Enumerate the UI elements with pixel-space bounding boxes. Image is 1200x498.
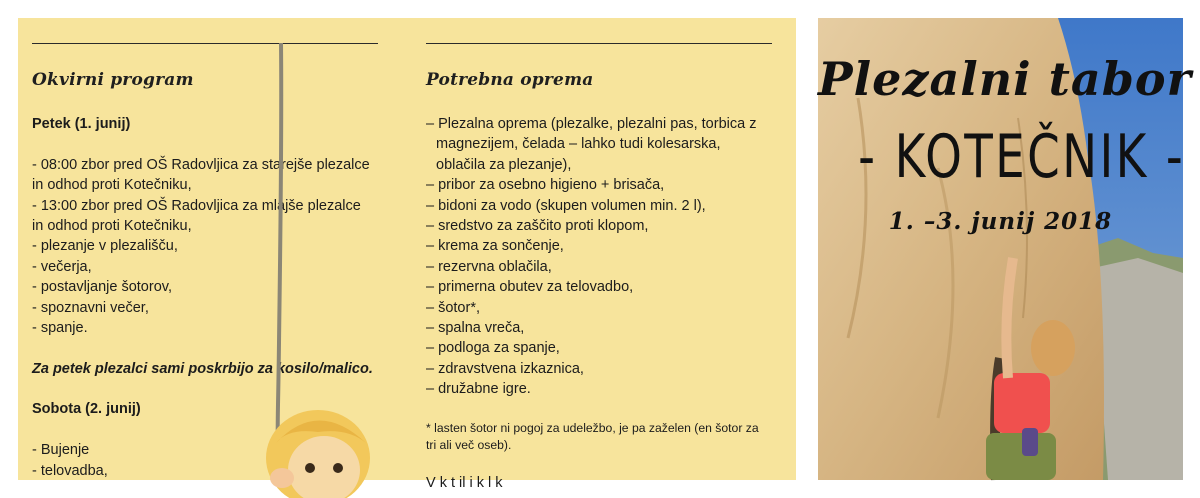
poster-photo [818,18,1192,480]
poster-location: - KOTEČNIK - [858,122,1186,192]
top-divider [426,43,772,44]
program-line: Petek (1. junij) [32,116,131,132]
program-line: - spoznavni večer, [32,299,149,316]
top-divider [32,43,378,44]
program-line: Sobota (2. junij) [32,401,141,418]
program-panel [18,18,796,491]
equipment-item: – rezervna oblačila, [426,258,552,275]
poster-dates: 1. –3. junij 2018 [888,208,1113,235]
program-line: Za petek plezalci sami poskrbijo za kosilo/malico. [32,360,373,377]
note-line: tri ali več oseb). [426,438,512,452]
tent-note [426,420,759,454]
equipment-item: – primerna obutev za telovadbo, [426,279,634,296]
equipment-item: – spalna vreča, [426,319,525,336]
program-line: - plezanje v plezališču, [32,238,178,255]
program-line: - telovadba, [32,462,108,479]
program-line: in odhod proti Kotečniku, [32,177,192,194]
program-line: in odhod proti Kotečniku, [32,217,192,234]
program-line: - 13:00 zbor pred OŠ Radovljica za mlajše plezalce [32,197,361,214]
equipment-item: – Plezalna oprema (plezalke, plezalni pas, torbica z [426,116,757,132]
equipment-item: – šotor*, [426,299,480,316]
equipment-item: oblačila za plezanje), [436,156,572,173]
program-line: - Bujenje [32,442,90,459]
equipment-heading: Potrebna oprema [426,70,594,90]
program-line: - postavljanje šotorov, [32,279,172,296]
program-line: - spanje. [32,319,88,336]
equipment-item: – pribor za osebno higieno + brisača, [426,177,665,194]
spacer [32,379,373,399]
equipment-item: – družabne igre. [426,381,531,398]
note-line: * lasten šotor ni pogoj za udeležbo, je pa zaželen (en šotor za [426,421,759,435]
program-line: - 08:00 zbor pred OŠ Radovljica za starejše plezalce [32,156,370,173]
child-climber-illustration [248,398,388,498]
equipment-list [426,114,756,399]
equipment-item: magnezijem, čelada – lahko tudi kolesarska, [436,136,721,153]
program-line: - večerja, [32,258,92,275]
equipment-item: – bidoni za vodo (skupen volumen min. 2 l), [426,197,706,214]
equipment-item: – sredstvo za zaščito proti klopom, [426,217,649,234]
spacer [32,134,373,154]
equipment-item: – zdravstvena izkaznica, [426,360,584,377]
spacer [32,338,373,358]
equipment-item: – krema za sončenje, [426,238,564,255]
program-heading: Okvirni program [32,70,194,90]
poster-title: Plezalni tabor [818,52,1192,106]
equipment-item: – podloga za spanje, [426,340,560,357]
cut-off-line: V k t il i k l k [426,475,503,491]
